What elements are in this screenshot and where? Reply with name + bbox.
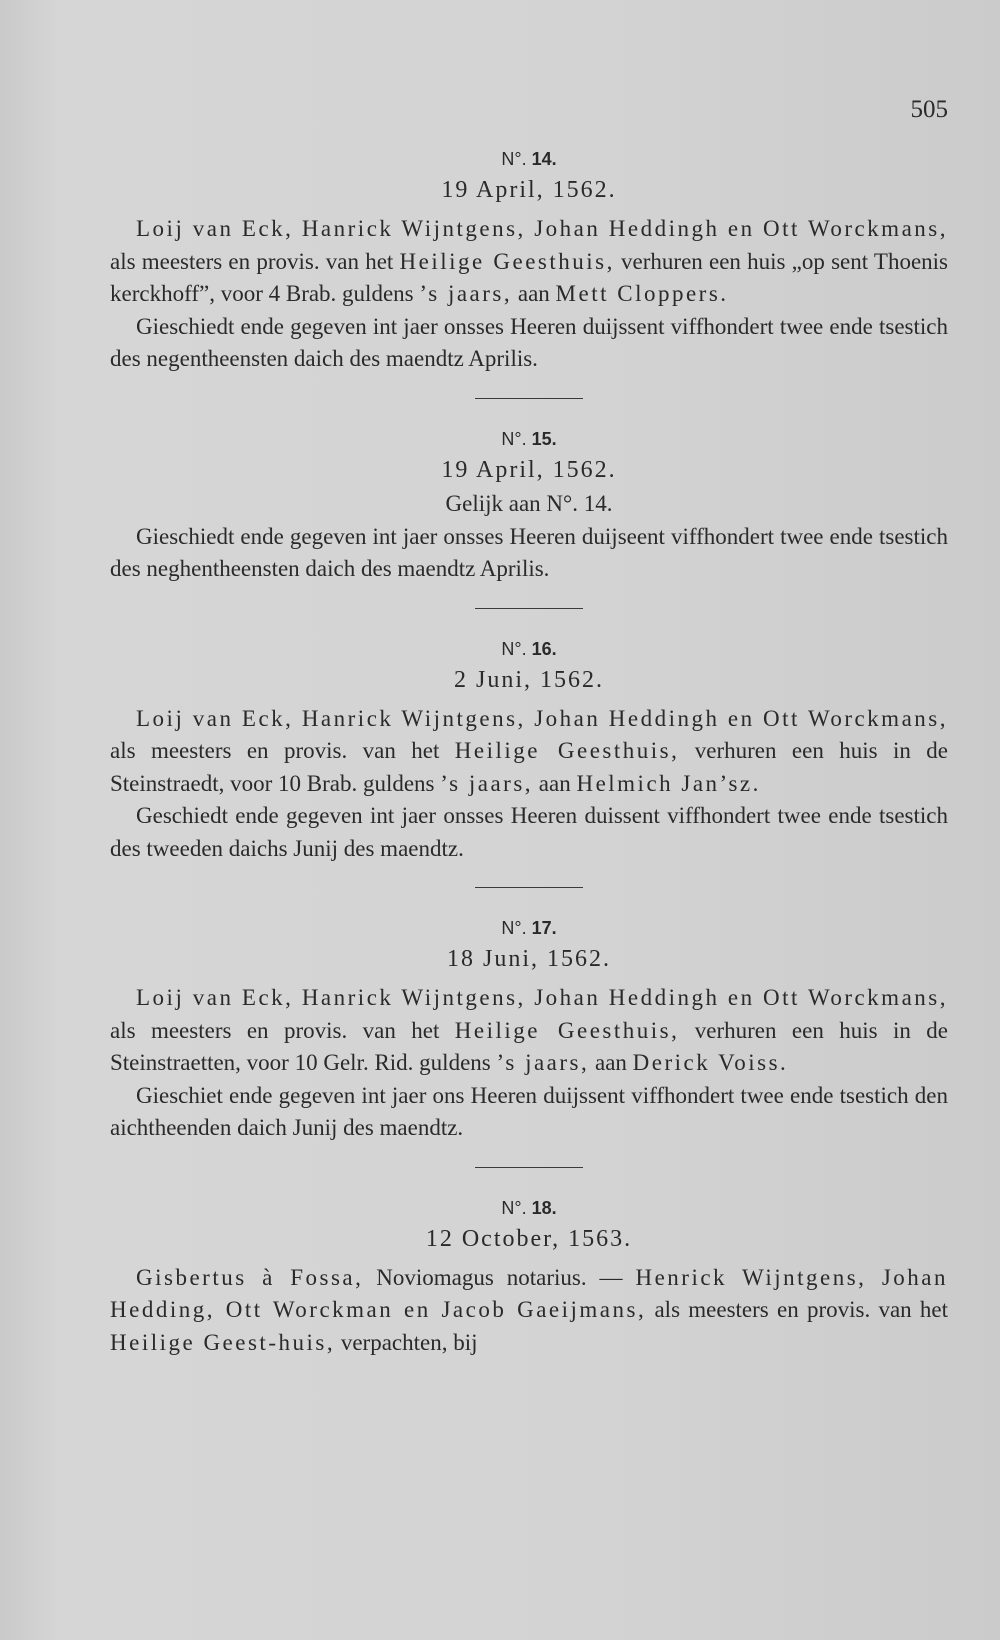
number-prefix: N°.	[501, 1197, 527, 1218]
closing-text: Gieschiet ende gegeven int jaer ons Heeren duijssent viffhondert twee ende tsestich den aichtheenden daich Junij des maendtz.	[110, 1082, 948, 1140]
number-value: 14.	[531, 149, 557, 169]
entry-date: 2 Juni, 1562.	[453, 666, 604, 693]
entry-number	[110, 1194, 948, 1222]
text-run: Noviomagus notarius. —	[363, 1264, 636, 1290]
entry-number	[110, 914, 948, 942]
entry-18	[110, 1194, 948, 1360]
entry-number	[110, 145, 948, 173]
number-value: 16.	[531, 638, 557, 659]
number-prefix: N°.	[501, 918, 527, 938]
text-run: als meesters en provis. van het	[110, 738, 455, 763]
names: Loij van Eck, Hanrick Wijntgens, Johan Heddingh en Ott Worckmans,	[136, 216, 948, 241]
text-run: verhuren een huis in de Steinstraedt, voor 10 Brab. guldens	[110, 738, 949, 796]
entry-closing	[110, 521, 948, 586]
text-run: ’s jaars,	[496, 1050, 590, 1075]
text-run: als meesters en provis. van het	[110, 248, 400, 274]
number-value: 17.	[531, 918, 557, 938]
text-run: aan	[589, 1050, 633, 1075]
entry-text	[110, 1262, 948, 1360]
entry-15	[110, 425, 948, 586]
names: Loij van Eck, Hanrick Wijntgens, Johan Heddingh en Ott Worckmans,	[136, 705, 948, 731]
closing-text: Gieschiedt ende gegeven int jaer onsses Heeren duijssent viffhondert twee ende tsestich des negentheensten daich des maendtz Aprilis.	[110, 313, 948, 371]
tenant: Helmich Jan’sz.	[576, 770, 761, 796]
number-prefix: N°.	[501, 149, 527, 169]
text-run: als meesters en provis. van het	[110, 1017, 455, 1043]
entry-date: 12 October, 1563.	[425, 1225, 633, 1252]
entry-14	[110, 145, 948, 376]
page-number: 505	[910, 96, 948, 123]
separator-rule	[475, 608, 583, 609]
text-run: verpachten, bij	[335, 1329, 478, 1355]
text-run: verhuren een huis „op sent Thoenis kerckhoff”, voor 4 Brab. guldens	[110, 248, 949, 306]
closing-text: Gieschiedt ende gegeven int jaer onsses Heeren duijseent viffhondert twee ende tsestich des neghentheensten daich des maendtz Aprilis.	[110, 523, 948, 581]
number-prefix: N°.	[501, 428, 527, 449]
entry-text	[110, 703, 948, 801]
institution: Heilige Geesthuis,	[454, 1017, 680, 1043]
text-run: aan	[533, 770, 577, 796]
institution: Heilige Geesthuis,	[454, 738, 680, 763]
entry-date: 19 April, 1562.	[441, 456, 617, 483]
notary: Gisbertus à Fossa,	[136, 1264, 364, 1290]
closing-text: Geschiedt ende gegeven int jaer onsses Heeren duissent viffhondert twee ende tsestich des tweeden daichs Junij des maendtz.	[110, 803, 948, 861]
entry-text	[110, 982, 948, 1080]
number-value: 15.	[531, 428, 557, 449]
tenant: Mett Cloppers.	[555, 281, 729, 306]
tenant: Derick Voiss.	[632, 1050, 789, 1075]
entry-closing	[110, 1080, 948, 1145]
entry-date: 19 April, 1562.	[441, 177, 617, 203]
institution: Heilige Geest-huis,	[110, 1329, 336, 1355]
entry-text	[110, 213, 948, 311]
entry-number	[110, 425, 948, 453]
entry-date: 18 Juni, 1562.	[446, 946, 611, 972]
text-run: verhuren een huis in de Steinstraetten, voor 10 Gelr. Rid. guldens	[110, 1017, 949, 1075]
separator-rule	[475, 887, 583, 888]
text-run: ’s jaars,	[440, 770, 534, 796]
separator-rule	[475, 398, 583, 399]
entry-closing	[110, 800, 948, 865]
separator-rule	[475, 1167, 583, 1168]
entry-reference: Gelijk aan N°. 14.	[445, 490, 613, 516]
page-body	[110, 145, 948, 1359]
names: Henrick Wijntgens, Johan Hedding, Ott Worckman en Jacob Gaeijmans,	[110, 1264, 948, 1322]
number-value: 18.	[531, 1197, 557, 1218]
entry-closing	[110, 311, 948, 376]
institution: Heilige Geesthuis,	[399, 248, 615, 274]
text-run: ’s jaars,	[419, 281, 513, 306]
text-run: aan	[512, 281, 556, 306]
entry-17	[110, 914, 948, 1145]
names: Loij van Eck, Hanrick Wijntgens, Johan Heddingh en Ott Worckmans,	[136, 985, 948, 1010]
number-prefix: N°.	[501, 638, 527, 659]
entry-16	[110, 635, 948, 866]
text-run: als meesters en provis. van het	[646, 1297, 949, 1322]
entry-number	[110, 635, 948, 663]
